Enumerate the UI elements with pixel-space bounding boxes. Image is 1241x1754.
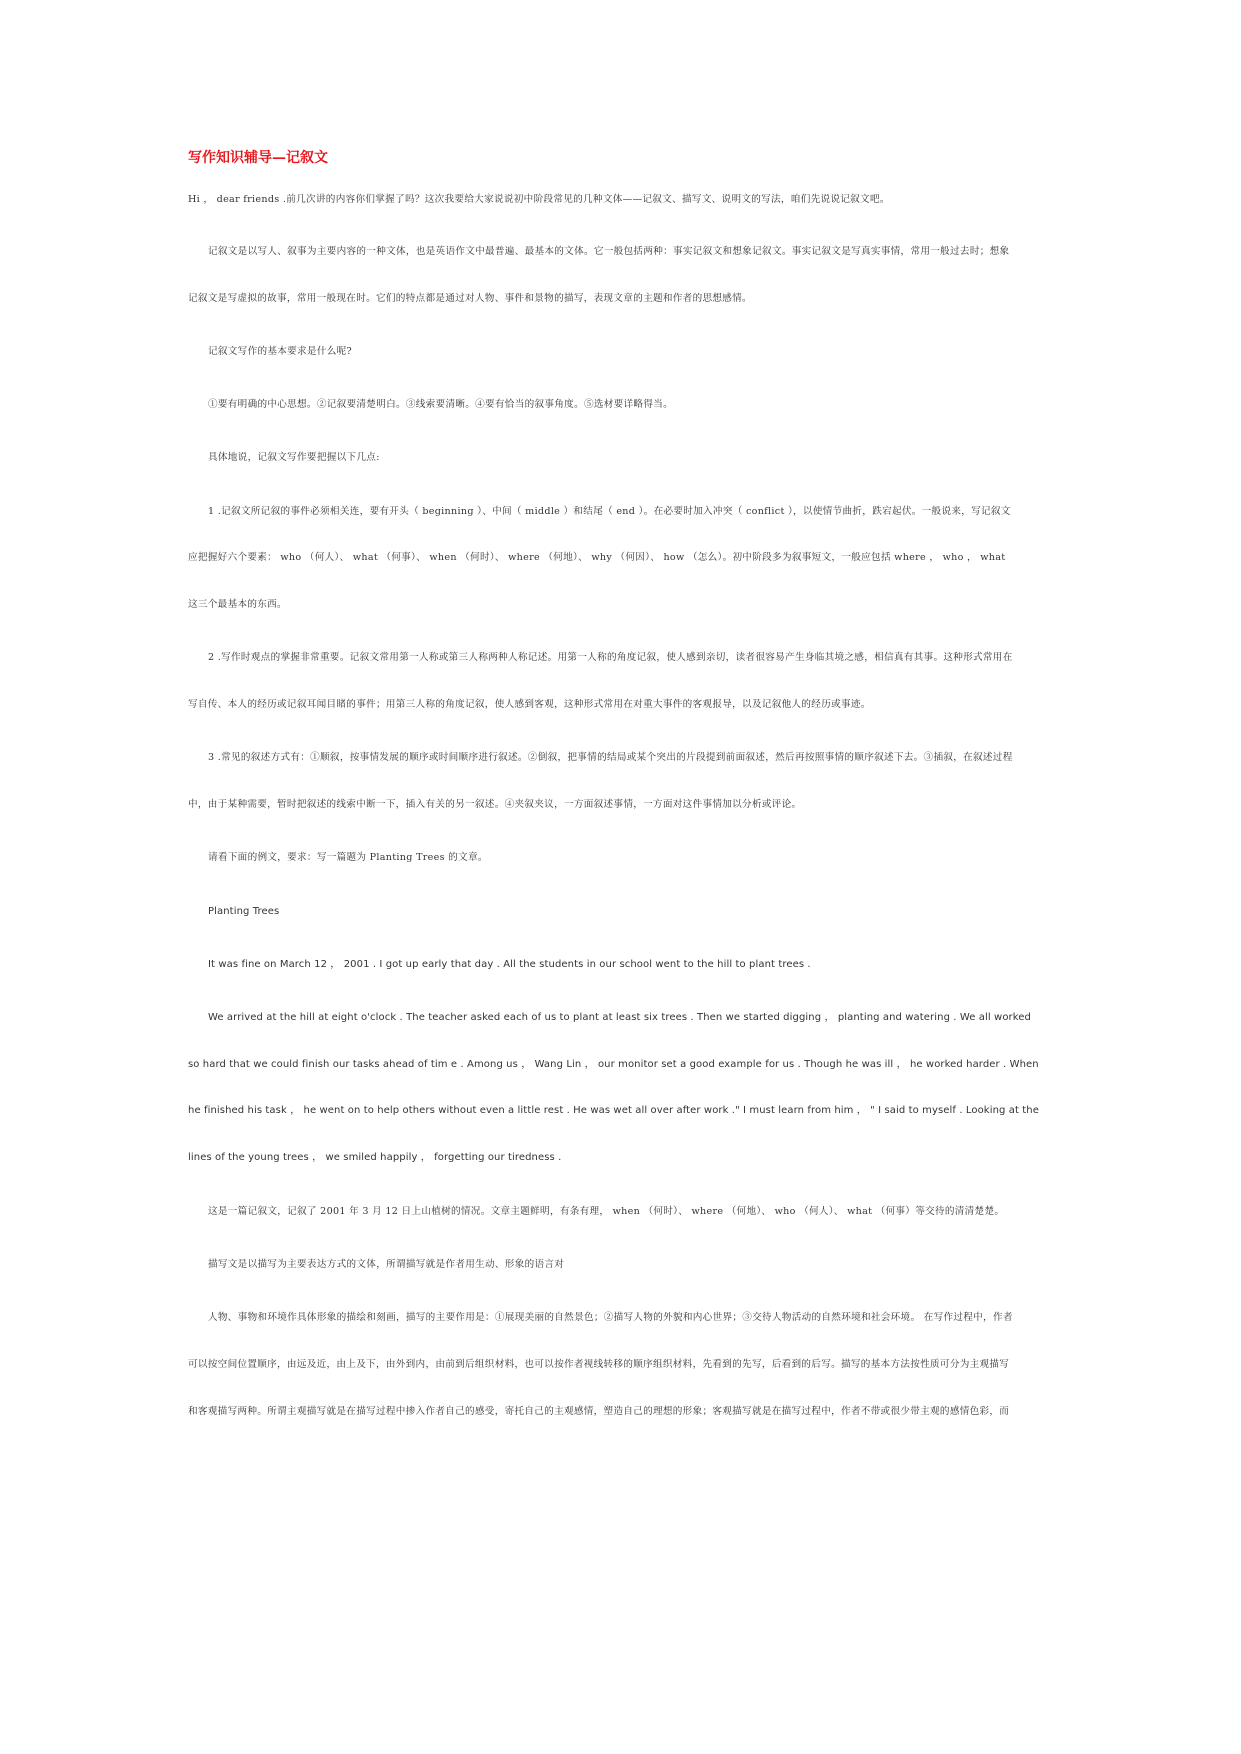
paragraph-line: 描写文是以描写为主要表达方式的文体，所谓描写就是作者用生动、形象的语言对 xyxy=(208,1259,565,1270)
paragraph-line: 应把握好六个要素： who （何人）、 what （何事）、 when （何时）、 where （何地）、 why （何因）、 how （怎么）。初中阶段多为叙事短文，一般应包括 where ， who ， what xyxy=(188,552,1006,563)
paragraph-line: he finished his task ， he went on to help others without even a little rest . He was wet all over after work ." I must learn from him ， " I said to myself . Looking at the xyxy=(188,1105,1039,1116)
paragraph-line: We arrived at the hill at eight o'clock . The teacher asked each of us to plant at least six trees . Then we started digging ， planting and watering . We all worked xyxy=(208,1012,1031,1023)
paragraph-line: 具体地说，记叙文写作要把握以下几点: xyxy=(208,452,380,463)
paragraph-line: 请看下面的例文，要求：写一篇题为 Planting Trees 的文章。 xyxy=(208,852,488,863)
paragraph-line: 可以按空间位置顺序，由远及近，由上及下，由外到内，由前到后组织材料，也可以按作者视线转移的顺序组织材料，先看到的先写，后看到的后写。描写的基本方法按性质可分为主观描写 xyxy=(188,1359,1010,1370)
paragraph-line: 写自传、本人的经历或记叙耳闻目睹的事件；用第三人称的角度记叙，使人感到客观，这种形式常用在对重大事件的客观报导，以及记叙他人的经历或事迹。 xyxy=(188,699,871,710)
paragraph-line: 中，由于某种需要，暂时把叙述的线索中断一下，插入有关的另一叙述。④夹叙夹议，一方面叙述事情，一方面对这件事情加以分析或评论。 xyxy=(188,799,802,810)
document-page xyxy=(188,148,1078,1417)
paragraph-line: 记叙文是以写人、叙事为主要内容的一种文体，也是英语作文中最普遍、最基本的文体。它一般包括两种：事实记叙文和想象记叙文。事实记叙文是写真实事情，常用一般过去时；想象 xyxy=(208,246,1010,257)
paragraph-line: lines of the young trees ， we smiled happily ， forgetting our tiredness . xyxy=(188,1152,562,1163)
paragraph-line: 人物、事物和环境作具体形象的描绘和刻画，描写的主要作用是：①展现美丽的自然景色；②描写人物的外貌和内心世界；③交待人物活动的自然环境和社会环境。 在写作过程中，作者 xyxy=(208,1312,1013,1323)
paragraph-line: Planting Trees xyxy=(208,906,280,917)
document-title: 写作知识辅导—记叙文 xyxy=(188,150,328,166)
paragraph-line: ①要有明确的中心思想。②记叙要清楚明白。③线索要清晰。④要有恰当的叙事角度。⑤选材要详略得当。 xyxy=(208,399,674,410)
paragraph-line: 这三个最基本的东西。 xyxy=(188,599,287,610)
paragraph-line: Hi ， dear friends .前几次讲的内容你们掌握了吗？这次我要给大家说说初中阶段常见的几种文体——记叙文、描写文、说明文的写法，咱们先说说记叙文吧。 xyxy=(188,194,890,205)
paragraph-line: 记叙文写作的基本要求是什么呢? xyxy=(208,346,352,357)
paragraph-line: 记叙文是写虚拟的故事，常用一般现在时。它们的特点都是通过对人物、事件和景物的描写，表现文章的主题和作者的思想感情。 xyxy=(188,293,752,304)
paragraph-line: so hard that we could finish our tasks ahead of tim e . Among us ， Wang Lin ， our monitor set a good example for us . Though he was ill ， he worked harder . When xyxy=(188,1059,1039,1070)
paragraph-line: 3 .常见的叙述方式有：①顺叙，按事情发展的顺序或时间顺序进行叙述。②倒叙，把事情的结局或某个突出的片段提到前面叙述，然后再按照事情的顺序叙述下去。③插叙，在叙述过程 xyxy=(208,752,1013,763)
paragraph-line: 1 .记叙文所记叙的事件必须相关连，要有开头（ beginning ）、中间（ middle ）和结尾（ end ）。在必要时加入冲突（ conflict ），以使情节曲折，跌宕起伏。一般说来，写记叙文 xyxy=(208,506,1011,517)
paragraph-line: 和客观描写两种。所谓主观描写就是在描写过程中掺入作者自己的感受，寄托自己的主观感情，塑造自己的理想的形象；客观描写就是在描写过程中，作者不带或很少带主观的感情色彩，而 xyxy=(188,1406,1010,1417)
paragraph-line: It was fine on March 12 ， 2001 . I got up early that day . All the students in our school went to the hill to plant trees . xyxy=(208,959,811,970)
paragraph-line: 这是一篇记叙文，记叙了 2001 年 3 月 12 日上山植树的情况。文章主题鲜明，有条有理， when （何时）、 where （何地）、 who （何人）、 what （何事）等交待的清清楚楚。 xyxy=(208,1206,1005,1217)
paragraph-line: 2 .写作时观点的掌握非常重要。记叙文常用第一人称或第三人称两种人称记述。用第一人称的角度记叙，使人感到亲切，读者很容易产生身临其境之感，相信真有其事。这种形式常用在 xyxy=(208,652,1013,663)
